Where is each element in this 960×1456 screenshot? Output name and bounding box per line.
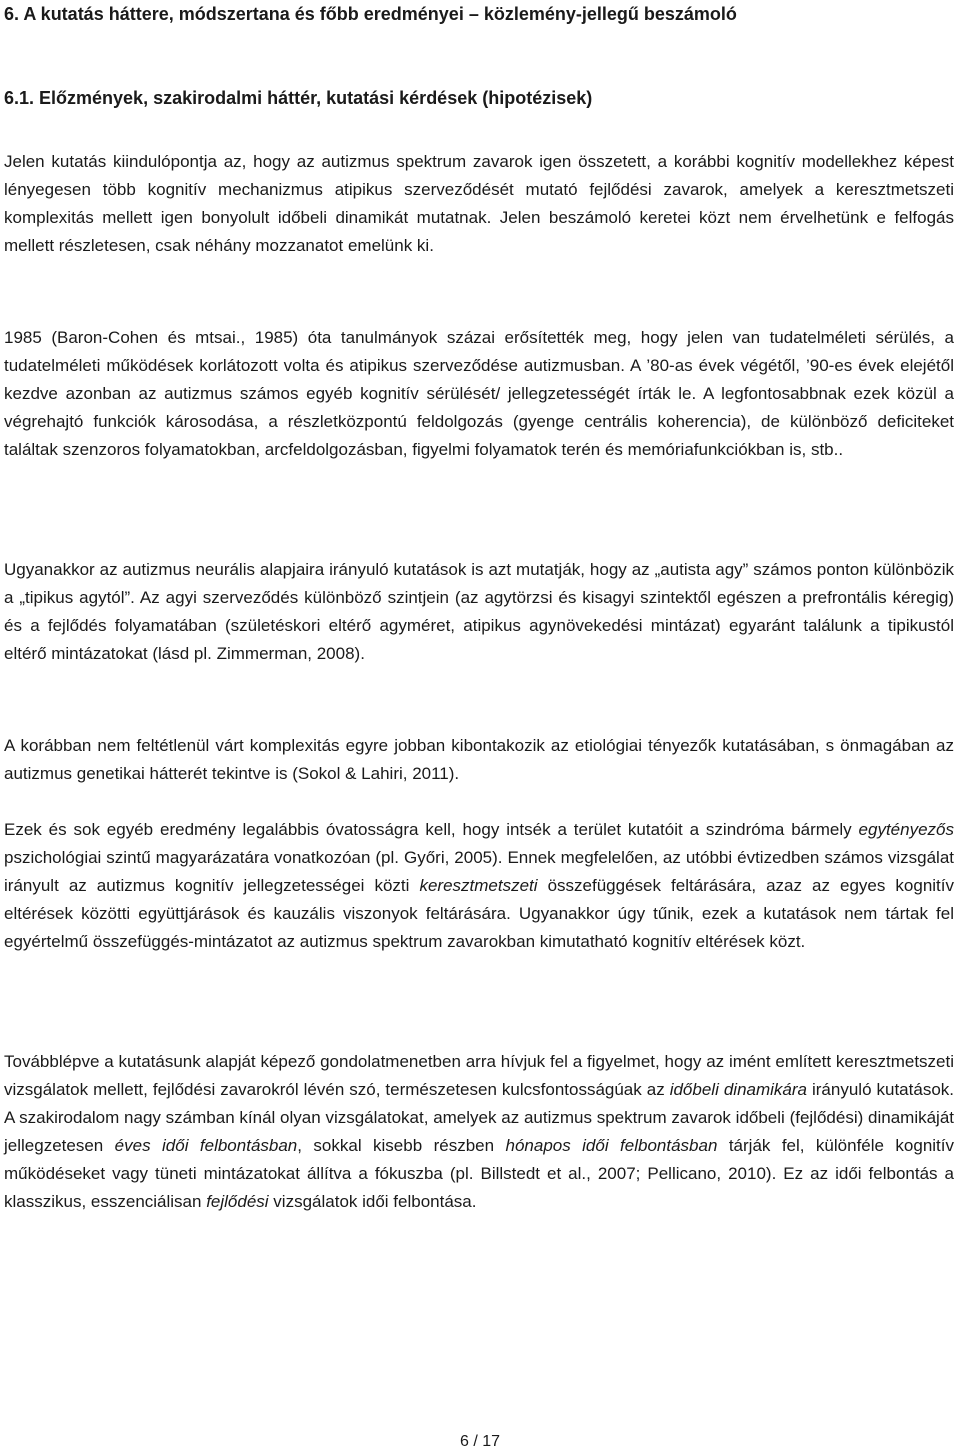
section-heading: 6. A kutatás háttere, módszertana és főbb eredményei – közlemény-jellegű beszámoló xyxy=(4,4,737,24)
emphasis-keresztmetszeti: keresztmetszeti xyxy=(419,876,538,895)
emphasis-honapos: hónapos idői felbontásban xyxy=(505,1136,718,1155)
emphasis-idobeli-dinamikara: időbeli dinamikára xyxy=(669,1080,807,1099)
paragraph-6: Továbblépve a kutatásunk alapját képező gondolatmenetben arra hívjuk fel a figyelmet, hogy az imént említett keresztmetszeti vizsgálatok mellett, fejlődési zavarokról lévén szó, természetesen kulcsfontosságúak az időbeli dinamikára irányuló kutatások. A szakirodalom nagy számban kínál olyan vizsgálatokat, amelyek az autizmus spektrum zavarok időbeli (fejlődési) dinamikáját jellegzetesen éves idői felbontásban, sokkal kisebb részben hónapos idői felbontásban tárják fel, különféle kognitív működéseket vagy tüneti mintázatokat állítva a fókuszba (pl. Billstedt et al., 2007; Pellicano, 2010). Ez az idői felbontás a klasszikus, esszenciálisan fejlődési vizsgálatok idői felbontása. xyxy=(4,1052,954,1211)
paragraph-4: A korábban nem feltétlenül várt komplexitás egyre jobban kibontakozik az etiológiai tényezők kutatásában, s önmagában az autizmus genetikai hátterét tekintve is (Sokol & Lahiri, 2011). xyxy=(4,736,954,783)
emphasis-eves: éves idői felbontásban xyxy=(114,1136,298,1155)
paragraph-5: Ezek és sok egyéb eredmény legalábbis óvatosságra kell, hogy intsék a terület kutatóit a szindróma bármely egytényezős pszichológiai szintű magyarázatára vonatkozóan (pl. Győri, 2005). Ennek megfelelően, az utóbbi évtizedben számos vizsgálat irányult az autizmus kognitív jellegzetességei közti keresztmetszeti összefüggések feltárására, azaz az egyes kognitív eltérések közötti együttjárások és kauzális viszonyok feltárására. Ugyanakkor úgy tűnik, ezek a kutatások nem tártak fel egyértelmű összefüggés-mintázatot az autizmus spektrum zavarokban kimutatható kognitív eltérések közt. xyxy=(4,820,954,951)
paragraph-1: Jelen kutatás kiindulópontja az, hogy az autizmus spektrum zavarok igen összetett, a korábbi kognitív modellekhez képest lényegesen több kognitív mechanizmus atipikus szerveződését mutató fejlődési zavarok, amelyek a keresztmetszeti komplexitás mellett igen bonyolult időbeli dinamikát mutatnak. Jelen beszámoló keretei közt nem érvelhetünk e felfogás mellett részletesen, csak néhány mozzanatot emelünk ki. xyxy=(4,152,954,255)
paragraph-2: 1985 (Baron-Cohen és mtsai., 1985) óta tanulmányok százai erősítették meg, hogy jelen van tudatelméleti sérülés, a tudatelméleti működések korlátozott volta és atipikus szerveződése autizmusban. A ’80-as évek végétől, ’90-es évek elejétől kezdve azonban az autizmus számos egyéb kognitív sérülését/ jellegzetességét írták le. A legfontosabbnak ezek közül a végrehajtó funkciók károsodása, a részletközpontú feldolgozás (gyenge centrális koherencia), de különböző deficiteket találtak szenzoros folyamatokban, arcfeldolgozásban, figyelmi folyamatok terén és memóriafunkciókban is, stb.. xyxy=(4,328,954,459)
emphasis-egytenyezos: egytényezős xyxy=(858,820,954,839)
paragraph-3: Ugyanakkor az autizmus neurális alapjaira irányuló kutatások is azt mutatják, hogy az „autista agy” számos ponton különbözik a „tipikus agytól”. Az agyi szerveződés különböző szintjein (az agytörzsi és kisagyi szintektől egészen a prefrontális kéregig) és a fejlődés folyamatában (születéskori eltérő agyméret, atipikus agynövekedési mintázat) egyaránt találunk a tipikustól eltérő mintázatokat (lásd pl. Zimmerman, 2008). xyxy=(4,560,954,663)
subsection-heading: 6.1. Előzmények, szakirodalmi háttér, kutatási kérdések (hipotézisek) xyxy=(4,88,593,108)
emphasis-fejlodesi: fejlődési xyxy=(206,1192,269,1211)
page-number: 6 / 17 xyxy=(459,1433,501,1450)
